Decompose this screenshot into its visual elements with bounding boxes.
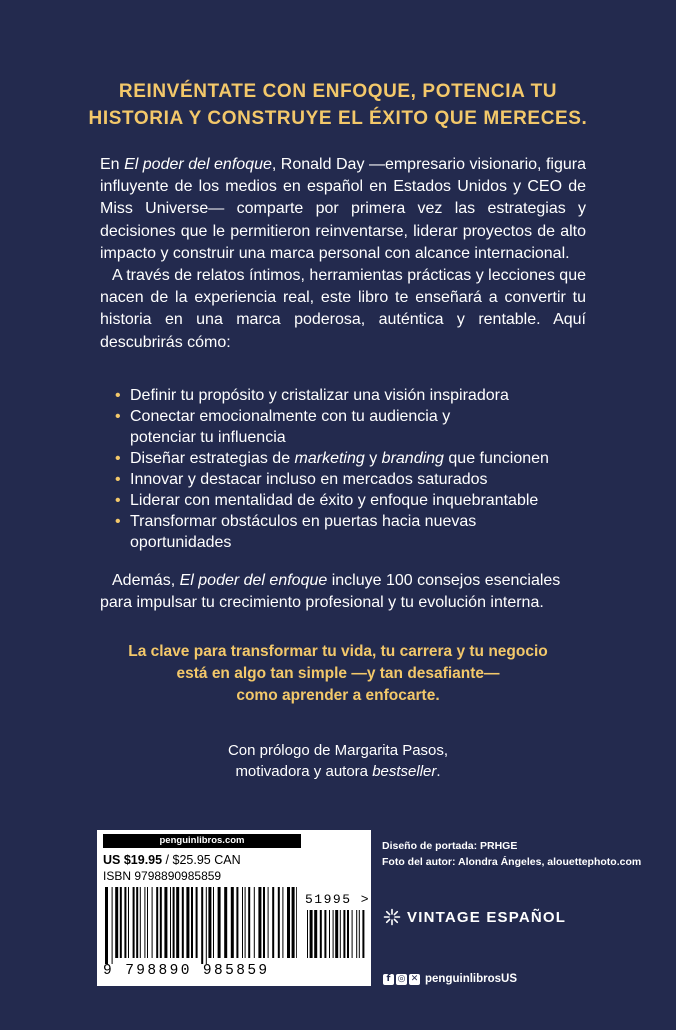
- bullet-icon: •: [115, 513, 121, 530]
- barcode-bar: [173, 887, 175, 958]
- headline: [40, 78, 636, 132]
- barcode-bar: [356, 910, 357, 958]
- barcode-bar: [263, 887, 265, 958]
- barcode-bar: [347, 910, 349, 958]
- barcode-bar: [292, 887, 295, 958]
- barcode-bar: [124, 887, 126, 958]
- barcode-bar: [320, 910, 322, 958]
- vintage-logo-icon: [383, 908, 401, 926]
- list-item-text: que funcionen: [443, 450, 549, 467]
- prologue-text: motivadora y autora: [235, 763, 373, 780]
- price-us: US $19.95: [103, 853, 163, 867]
- barcode-bar: [213, 887, 214, 958]
- list-item-text: Innovar y destacar incluso en mercados saturados: [130, 471, 488, 488]
- prologue-line-1: Con prólogo de Margarita Pasos,: [227, 742, 449, 759]
- list-item-text: Conectar emocionalmente con tu audiencia y: [130, 408, 451, 425]
- barcode-bar: [242, 887, 243, 958]
- barcode-supplement-number: 51995 >: [305, 892, 371, 907]
- bullet-icon: •: [115, 492, 121, 509]
- intro-paragraph-1: [100, 154, 586, 265]
- cover-design-credit: Diseño de portada: PRHGE: [382, 840, 518, 852]
- closing-line-1: La clave para transformar tu vida, tu carrera y tu negocio: [128, 643, 548, 660]
- barcode-bar: [335, 910, 338, 958]
- bullet-icon: •: [115, 387, 121, 404]
- barcode-bar: [147, 887, 148, 958]
- barcode-bar: [140, 887, 141, 958]
- barcode-bar: [182, 887, 184, 958]
- prologue-emphasis: bestseller: [372, 763, 437, 780]
- barcode-bar: [160, 887, 162, 958]
- closing-line-2: está en algo tan simple —y tan desafiante—: [176, 665, 500, 682]
- barcode-bar: [329, 910, 330, 958]
- barcode-bar: [236, 887, 238, 958]
- list-item: [113, 490, 593, 511]
- barcode-bar: [352, 910, 353, 958]
- closing-line-3: como aprender a enfocarte.: [236, 687, 440, 704]
- closing-statement: [90, 641, 586, 707]
- price-label: [103, 853, 241, 868]
- list-item-emphasis: branding: [381, 450, 444, 467]
- barcode-bar: [307, 910, 308, 958]
- barcode-bar: [362, 910, 364, 958]
- barcode-bar: [324, 910, 326, 958]
- barcode-bar: [254, 887, 255, 958]
- barcode-bar: [208, 887, 211, 958]
- list-item-text: potenciar tu influencia: [130, 429, 286, 446]
- list-item-text: Liderar con mentalidad de éxito y enfoque inquebrantable: [130, 492, 539, 509]
- instagram-icon: ◎: [397, 974, 406, 984]
- prologue-credit: [140, 740, 536, 782]
- barcode-bar: [164, 887, 167, 958]
- barcode-bar: [272, 887, 274, 958]
- barcode-bar: [359, 910, 360, 958]
- barcode-bar: [245, 887, 246, 958]
- list-item-text: Diseñar estrategias de: [130, 450, 295, 467]
- publisher-url: penguinlibros.com: [103, 834, 301, 848]
- publisher-logo: [383, 905, 566, 929]
- barcode-bar: [224, 887, 227, 958]
- list-item: [113, 406, 593, 448]
- barcode-bar: [278, 887, 280, 958]
- list-item: [113, 385, 593, 406]
- barcode-bar: [218, 887, 221, 958]
- barcode-bar: [105, 887, 108, 964]
- barcode-bar: [314, 910, 317, 958]
- isbn-label: ISBN 9798890985859: [103, 869, 222, 883]
- book-title: El poder del enfoque: [179, 572, 328, 589]
- publisher-name: VINTAGE ESPAÑOL: [407, 908, 567, 926]
- ademas-body: incluye 100 consejos esenciales para impulsar tu crecimiento profesional y tu evolución interna.: [100, 572, 561, 611]
- barcode-bar: [115, 887, 118, 958]
- list-item-emphasis: marketing: [294, 450, 365, 467]
- barcode-bar: [310, 910, 313, 958]
- social-handles: [383, 971, 517, 987]
- headline-line-2: HISTORIA Y CONSTRUYE EL ÉXITO QUE MERECES.: [88, 108, 588, 129]
- headline-line-1: REINVÉNTATE CON ENFOQUE, POTENCIA TU: [118, 81, 558, 102]
- credits: [382, 838, 668, 870]
- barcode-block: [97, 830, 371, 986]
- barcode-bar: [156, 887, 158, 958]
- barcode-bar: [206, 887, 207, 964]
- barcode-bar: [176, 887, 179, 958]
- barcode-bar: [136, 887, 138, 958]
- barcode-bar: [196, 887, 198, 958]
- bullet-icon: •: [115, 471, 121, 488]
- barcode-bar: [282, 887, 283, 958]
- barcode-bar: [333, 910, 334, 958]
- prologue-text: .: [436, 763, 441, 780]
- barcode-bar: [144, 887, 145, 958]
- barcode-number: 9 798890 985859: [103, 963, 270, 979]
- barcode-bar: [248, 887, 250, 958]
- price-can: $25.95 CAN: [172, 853, 241, 867]
- barcode-bar: [191, 887, 193, 958]
- barcode-bar: [128, 887, 129, 958]
- social-handle: penguinlibrosUS: [425, 973, 517, 985]
- barcode-bar: [258, 887, 261, 958]
- ademas-lead: Además,: [112, 572, 180, 589]
- list-item-text: Definir tu propósito y cristalizar una visión inspiradora: [130, 387, 509, 404]
- barcode-bar: [201, 887, 203, 964]
- intro-p1-body: , Ronald Day —empresario visionario, figura influyente de los medios en español en Estados Unidos y CEO de Miss Universe— comparte por primera vez las estrategias y decisiones que le permitieron reinventarse, liderar proyectos de alto impacto y construir una marca personal con alcance internacional.: [100, 156, 587, 262]
- bullet-icon: •: [115, 408, 121, 425]
- barcode-bar: [120, 887, 122, 958]
- bullet-list: [113, 385, 593, 553]
- barcode-bar: [296, 887, 297, 958]
- barcode-bar: [152, 887, 153, 958]
- list-item-text: oportunidades: [130, 534, 232, 551]
- book-title: El poder del enfoque: [124, 156, 272, 173]
- barcode-bar: [343, 910, 345, 958]
- list-item: [113, 448, 593, 469]
- ademas-paragraph: [100, 570, 590, 614]
- price-separator: /: [162, 853, 173, 867]
- barcode-bar: [268, 887, 269, 958]
- intro-text: [100, 154, 586, 354]
- barcode-bar: [133, 887, 135, 958]
- prologue-line-2: [140, 761, 536, 782]
- barcode-bar: [112, 887, 113, 964]
- facebook-icon: f: [383, 974, 394, 985]
- list-item-text: Transformar obstáculos en puertas hacia nuevas: [130, 513, 477, 530]
- barcode-bar: [231, 887, 234, 958]
- intro-p1-lead: En: [100, 156, 125, 173]
- author-photo-credit: Foto del autor: Alondra Ángeles, alouettephoto.com: [382, 856, 642, 868]
- list-item: [113, 469, 593, 490]
- barcode-bar: [186, 887, 189, 958]
- bullet-icon: •: [115, 450, 121, 467]
- x-icon: ✕: [410, 974, 419, 984]
- barcode-bar: [340, 910, 341, 958]
- intro-paragraph-2: A través de relatos íntimos, herramientas prácticas y lecciones que nacen de la experiencia real, este libro te enseñará a convertir tu historia en una marca poderosa, auténtica y rentable. Aquí descubrirás cómo:: [100, 267, 586, 351]
- list-item: [113, 511, 593, 553]
- barcode-bar: [170, 887, 171, 958]
- barcode-bar: [287, 887, 290, 958]
- list-item-text: y: [364, 450, 382, 467]
